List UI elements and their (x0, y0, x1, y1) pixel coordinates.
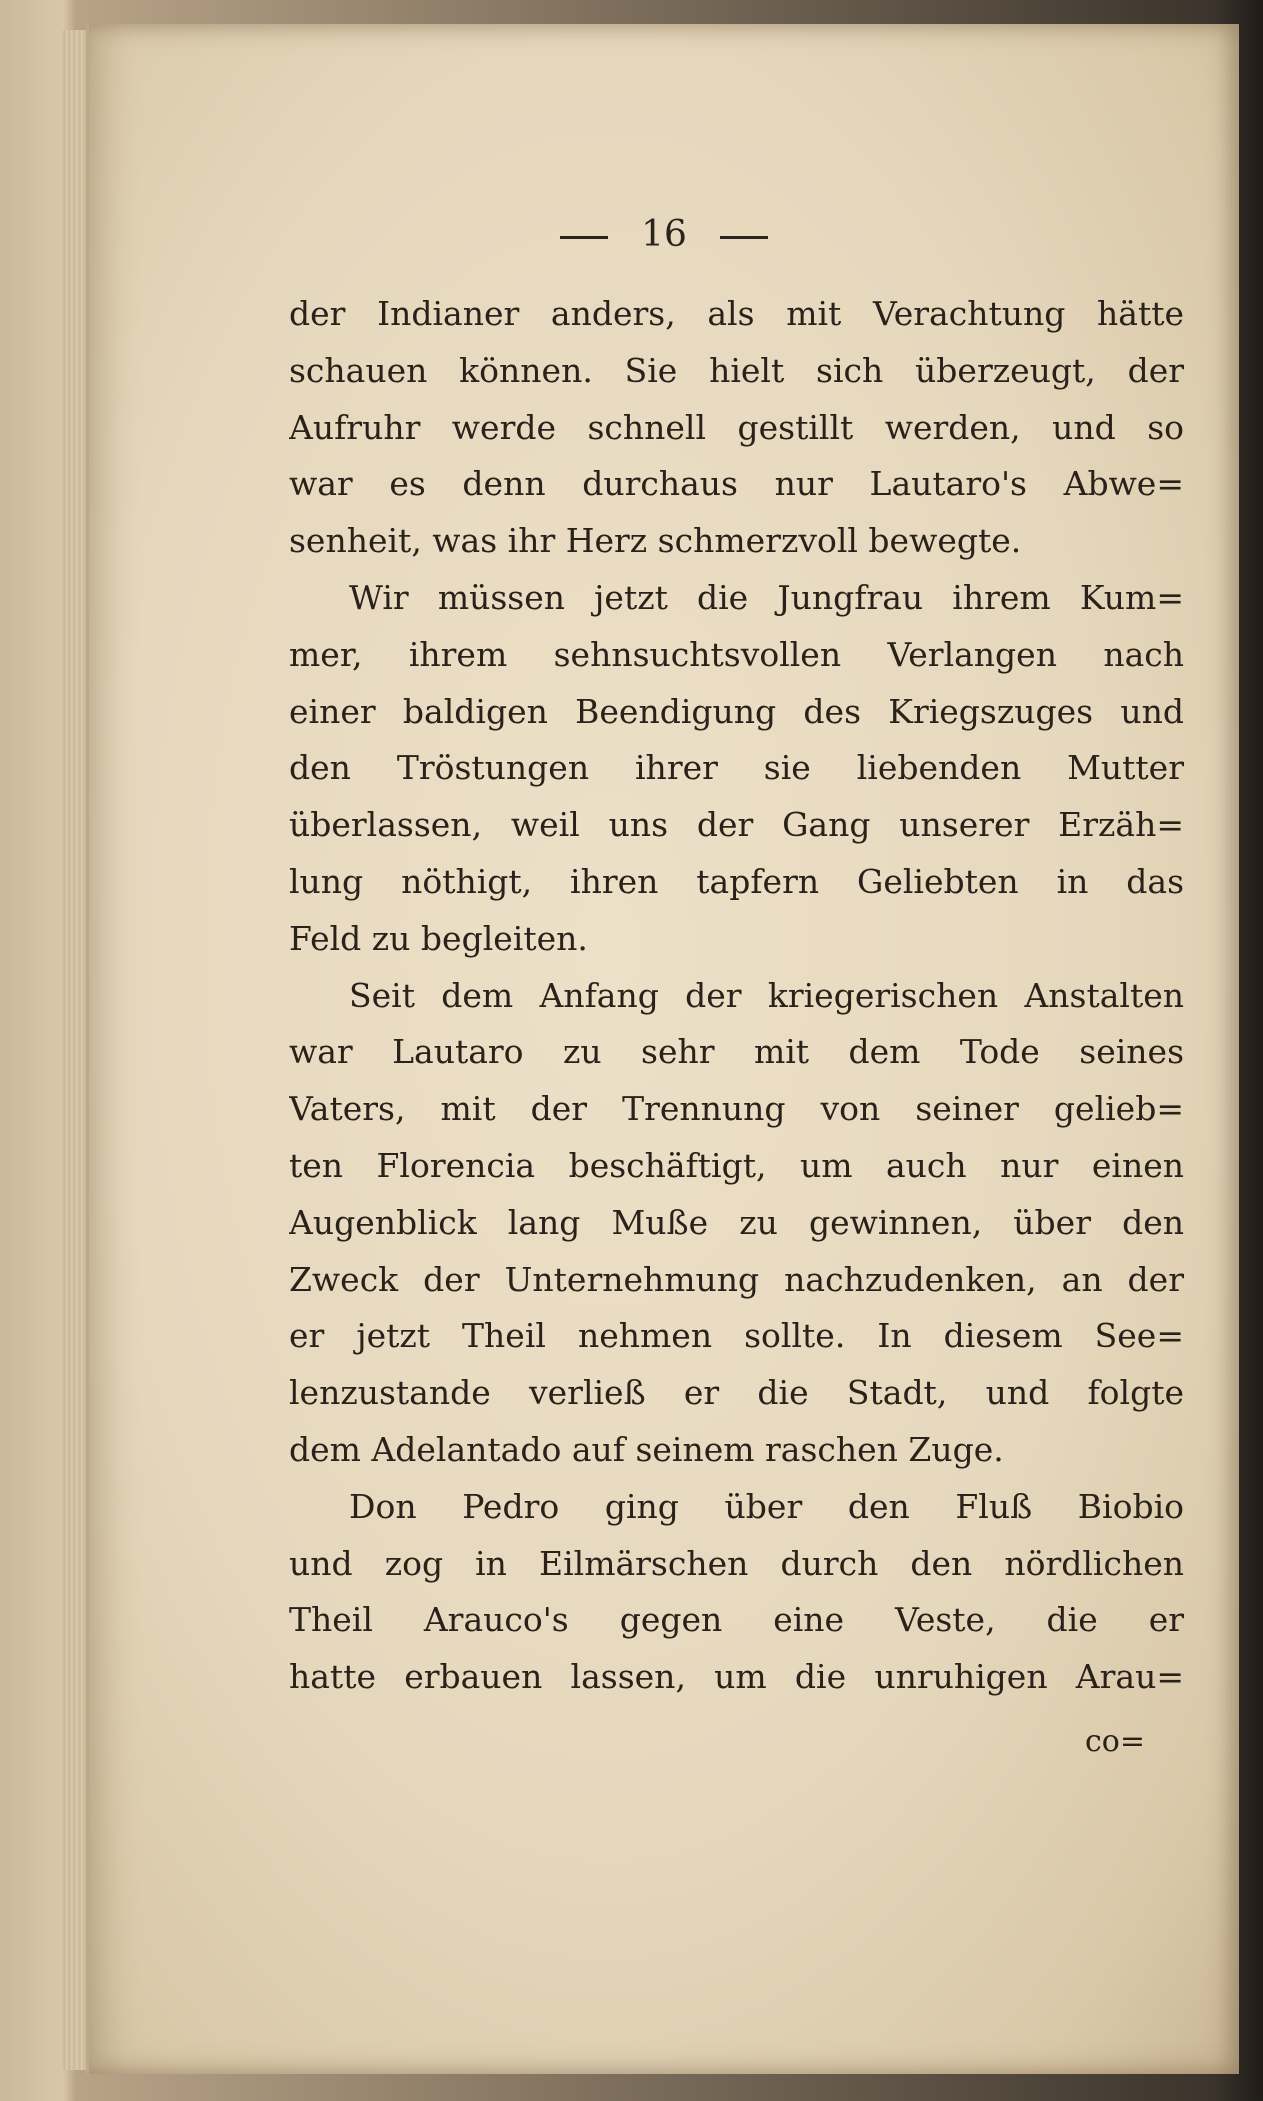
header-dash-left (560, 236, 608, 239)
text-line: lung nöthigt, ihren tapfern Geliebten in das (289, 861, 1184, 901)
text-line: Wir müssen jetzt die Jungfrau ihrem Kum= (349, 577, 1184, 617)
catchword: co= (1085, 1724, 1145, 1759)
text-line: hatte erbauen lassen, um die unruhigen Arau= (289, 1657, 1184, 1697)
book-page (86, 24, 1239, 2074)
text-line: Theil Arauco's gegen eine Veste, die er (289, 1600, 1184, 1640)
page-number: 16 (641, 214, 687, 255)
page-edges (62, 30, 88, 2070)
text-line: war Lautaro zu sehr mit dem Tode seines (289, 1032, 1184, 1072)
text-line: Seit dem Anfang der kriegerischen Anstalten (349, 975, 1184, 1015)
text-line: Augenblick lang Muße zu gewinnen, über den (289, 1202, 1184, 1242)
text-line: einer baldigen Beendigung des Kriegszuges und (289, 691, 1184, 731)
body-text (289, 286, 1184, 1706)
text-line: ten Florencia beschäftigt, um auch nur einen (289, 1145, 1184, 1185)
text-line: schauen können. Sie hielt sich überzeugt, der (289, 350, 1184, 390)
text-line: war es denn durchaus nur Lautaro's Abwe= (289, 464, 1184, 504)
text-line: lenzustande verließ er die Stadt, und folgte (289, 1373, 1184, 1413)
text-line: überlassen, weil uns der Gang unserer Erzäh= (289, 805, 1184, 845)
text-line: der Indianer anders, als mit Verachtung hätte (289, 294, 1184, 333)
header-dash-right (720, 236, 768, 239)
text-line: Don Pedro ging über den Fluß Biobio (349, 1486, 1184, 1526)
text-line: er jetzt Theil nehmen sollte. In diesem See= (289, 1316, 1184, 1356)
text-line: Vaters, mit der Trennung von seiner gelieb= (289, 1089, 1184, 1129)
text-line: mer, ihrem sehnsuchtsvollen Verlangen nach (289, 634, 1184, 674)
text-line: senheit, was ihr Herz schmerzvoll bewegte. (289, 521, 1022, 561)
page-header (89, 214, 1239, 264)
text-line: den Tröstungen ihrer sie liebenden Mutter (289, 748, 1184, 788)
text-line: Aufruhr werde schnell gestillt werden, und so (289, 407, 1184, 447)
text-line: Zweck der Unternehmung nachzudenken, an der (289, 1259, 1184, 1299)
text-line: dem Adelantado auf seinem raschen Zuge. (289, 1429, 1004, 1469)
text-line: und zog in Eilmärschen durch den nördlichen (289, 1543, 1184, 1583)
text-line: Feld zu begleiten. (289, 918, 588, 958)
